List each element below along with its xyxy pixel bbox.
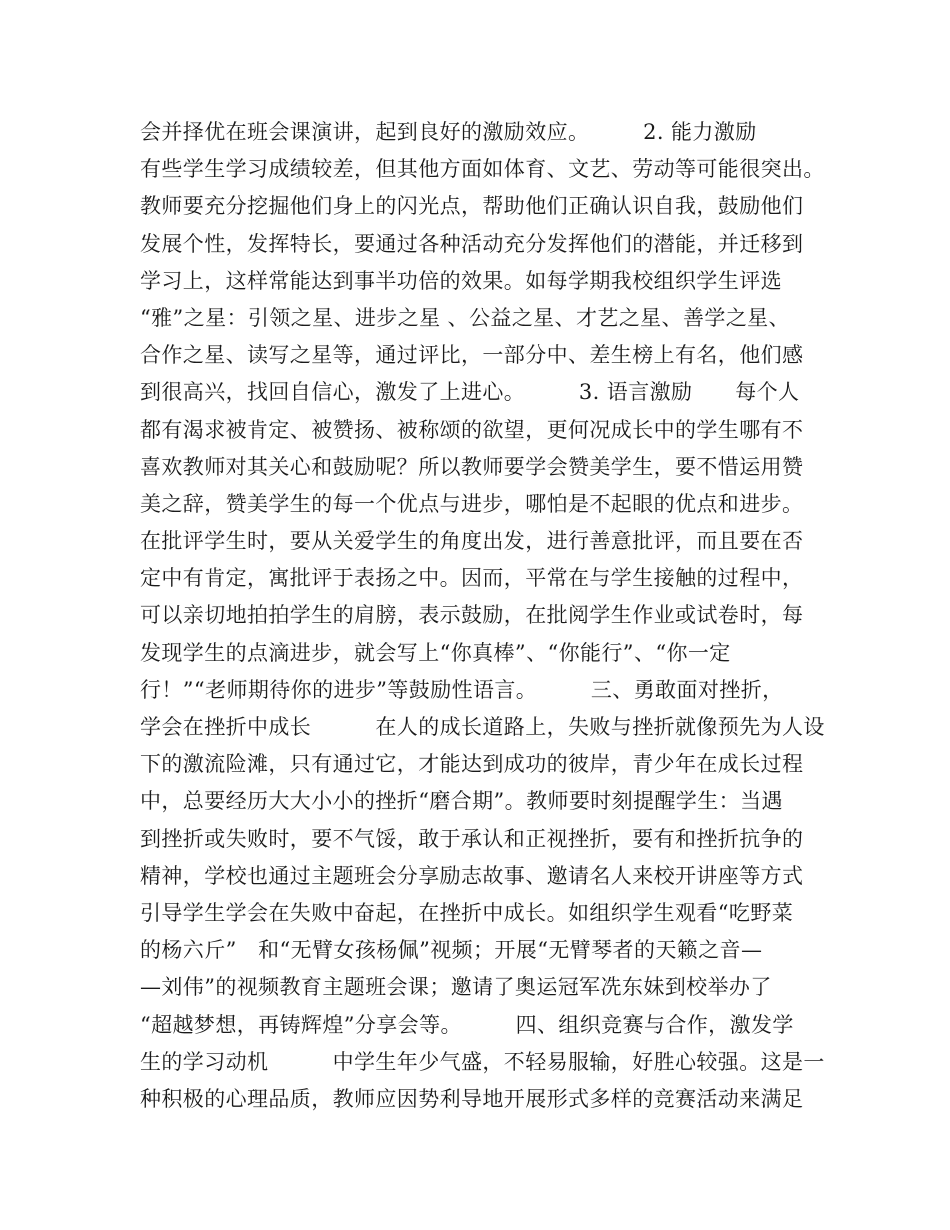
text-line: 都有渴求被肯定、被赞扬、被称颂的欲望，更何况成长中的学生哪有不	[140, 417, 804, 442]
text-line: 合作之星、读写之星等，通过评比，一部分中、差生榜上有名，他们感	[140, 343, 804, 368]
text-line: 引导学生学会在失败中奋起，在挫折中成长。如组织学生观看“吃野菜	[140, 900, 794, 925]
text-line: 会并择优在班会课演讲，起到良好的激励效应。 2. 能力激励	[140, 120, 757, 144]
text-line: 下的激流险滩，只有通过它，才能达到成功的彼岸，青少年在成长过程	[140, 752, 804, 777]
text-line: 教师要充分挖掘他们身上的闪光点，帮助他们正确认识自我，鼓励他们	[140, 194, 804, 219]
text-line: 种积极的心理品质，教师应因势利导地开展形式多样的竞赛活动来满足	[140, 1086, 804, 1111]
text-line: 行！”“老师期待你的进步”等鼓励性语言。 三、勇敢面对挫折，	[140, 677, 784, 702]
text-line: 的杨六斤” 和“无臂女孩杨佩”视频；开展“无臂琴者的天籁之音—	[140, 938, 763, 963]
text-line: 学习上，这样常能达到事半功倍的效果。如每学期我校组织学生评选	[140, 268, 782, 293]
text-line: 精神，学校也通过主题班会分享励志故事、邀请名人来校开讲座等方式	[140, 863, 804, 888]
text-line: 美之辞，赞美学生的每一个优点与进步，哪怕是不起眼的优点和进步。	[140, 491, 804, 516]
text-line: —刘伟”的视频教育主题班会课；邀请了奥运冠军冼东妹到校举办了	[140, 975, 772, 1000]
text-line: 定中有肯定，寓批评于表扬之中。因而，平常在与学生接触的过程中，	[140, 566, 804, 591]
text-line: “雅”之星：引领之星、进步之星 、公益之星、才艺之星、善学之星、	[140, 305, 790, 330]
text-line: 在批评学生时，要从关爱学生的角度出发，进行善意批评，而且要在否	[140, 529, 804, 554]
text-line: 到很高兴，找回自信心，激发了上进心。 3. 语言激励 每个人	[140, 380, 800, 405]
text-line: 中，总要经历大大小小的挫折“磨合期”。教师要时刻提醒学生：当遇	[140, 789, 783, 814]
text-line: 发现学生的点滴进步，就会写上“你真棒”、“你能行”、“你一定	[140, 640, 731, 665]
text-line: 学会在挫折中成长 在人的成长道路上，失败与挫折就像预先为人设	[140, 715, 825, 739]
text-line: 发展个性，发挥特长，要通过各种活动充分发挥他们的潜能，并迁移到	[140, 231, 804, 256]
body-text	[140, 114, 840, 1118]
text-line: 到挫折或失败时，要不气馁，敢于承认和正视挫折，要有和挫折抗争的	[140, 826, 804, 851]
text-line: “超越梦想，再铸辉煌”分享会等。 四、组织竞赛与合作，激发学	[140, 1012, 794, 1037]
text-line: 生的学习动机 中学生年少气盛，不轻易服输，好胜心较强。这是一	[140, 1049, 825, 1074]
text-line: 可以亲切地拍拍学生的肩膀，表示鼓励，在批阅学生作业或试卷时，每	[140, 603, 804, 628]
text-line: 有些学生学习成绩较差，但其他方面如体育、文艺、劳动等可能很突出。	[140, 157, 825, 182]
text-line: 喜欢教师对其关心和鼓励呢？所以教师要学会赞美学生，要不惜运用赞	[140, 454, 804, 479]
